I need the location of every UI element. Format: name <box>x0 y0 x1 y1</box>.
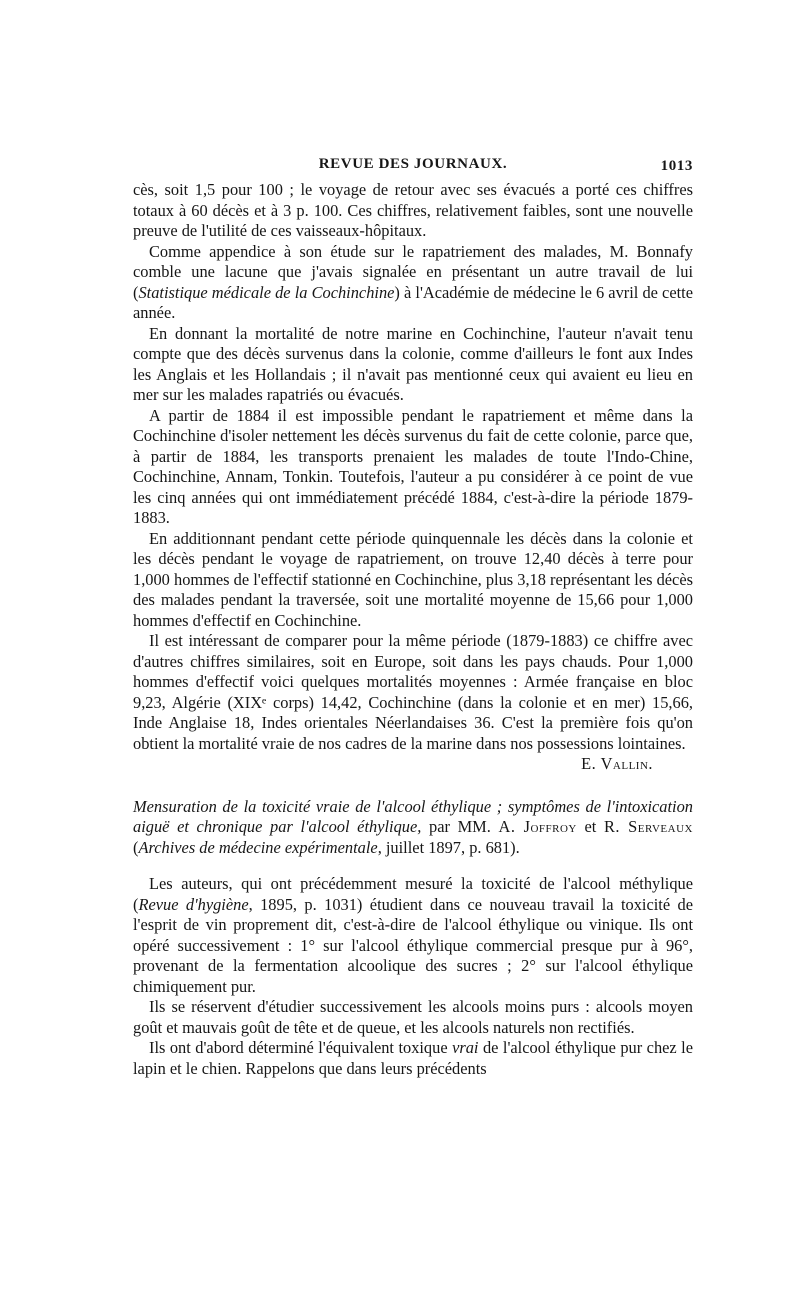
signature-line <box>133 754 693 775</box>
article-heading <box>133 797 693 859</box>
text-run: par MM. <box>421 817 499 836</box>
text-run: Les auteurs, qui ont précédemment mesuré la toxicité de l'alcool méthylique ( <box>133 874 693 914</box>
running-head <box>133 152 693 180</box>
article-title: Mensuration de la toxicité vraie de l'alcool éthylique ; symptômes de l'intoxication aiguë et chronique par l'alcool éthylique, <box>133 796 693 836</box>
text-run: , 1895, p. 1031) étudient dans ce nouveau travail la toxicité de l'esprit de vin proprement dit, c'est-à-dire de l'alcool éthylique ou vinique. Ils ont opéré successivement : 1° sur l'alcool éthylique commercial presque pur à 96°, provenant de la fermentation alcoolique des sucres ; 2° sur l'alcool éthylique chimiquement pur. <box>133 894 693 996</box>
cited-work-title: Statistique médicale de la Cochinchine <box>138 282 395 302</box>
journal-page <box>133 152 693 1079</box>
paragraph <box>133 874 693 997</box>
author-name: A. Joffroy <box>498 817 577 836</box>
paragraph <box>133 1038 693 1079</box>
text-run: ( <box>133 837 139 857</box>
author-name: R. Serveaux <box>604 817 693 836</box>
paragraph: A partir de 1884 il est impossible pendant le rapatriement et même dans la Cochinchine d'isoler nettement les décès survenus du fait de cette colonie, parce que, à partir de 1884, les transports prenaient les malades de toute l'Indo-Chine, Cochinchine, Annam, Tonkin. Toutefois, l'auteur a pu considérer à ce point de vue les cinq années qui ont immédiatement précédé 1884, c'est-à-dire la période 1879-1883. <box>133 405 693 527</box>
signature: E. Vallin. <box>581 754 653 773</box>
text-run: de l'alcool éthylique pur chez le lapin et le chien. Rappelons que dans leurs précédents <box>133 1038 693 1078</box>
text-run: Ils ont d'abord déterminé l'équivalent toxique <box>149 1038 453 1057</box>
paragraph: En donnant la mortalité de notre marine en Cochinchine, l'auteur n'avait tenu compte que des décès survenus dans la colonie, comme d'ailleurs le font aux Indes les Anglais et les Hollandais ; il n'avait pas mentionné ceux qui avaient eu lieu en mer sur les malades rapatriés ou évacués. <box>133 323 693 404</box>
text-run: ) à l'Académie de médecine le 6 avril de cette année. <box>133 282 693 322</box>
paragraph: Il est intéressant de comparer pour la même période (1879-1883) ce chiffre avec d'autres chiffres similaires, soit en Europe, soit dans les pays chauds. Pour 1,000 hommes d'effectif voici quelques mortalités moyennes : Armée française en bloc 9,23, Algérie (XIXᵉ corps) 14,42, Cochinchine (dans la colonie et en mer) 15,66, Inde Anglaise 18, Indes orientales Néerlandaises 36. C'est la première fois qu'on obtient la mortalité vraie de nos cadres de la marine dans nos possessions lointaines. <box>133 631 693 753</box>
text-run: Comme appendice à son étude sur le rapatriement des malades, M. Bonnafy comble une lacune que j'avais signalée en présentant un autre travail de lui ( <box>133 241 693 302</box>
paragraph: cès, soit 1,5 pour 100 ; le voyage de retour avec ses évacués a porté ces chiffres totaux à 60 décès et à 3 p. 100. Ces chiffres, relativement faibles, sont une nouvelle preuve de l'utilité de ces vaisseaux-hôpitaux. <box>133 180 693 240</box>
emphasis: vrai <box>452 1038 479 1057</box>
article-bonnafy <box>133 180 693 775</box>
running-title: REVUE DES JOURNAUX. <box>318 156 508 172</box>
paragraph: Ils se réservent d'étudier successivement les alcools moins purs : alcools moyen goût et mauvais goût de tête et de queue, et les alcools naturels non rectifiés. <box>133 997 693 1037</box>
article-joffroy <box>133 797 693 1080</box>
source-journal: Archives de médecine expérimentale <box>138 837 378 857</box>
text-run: et <box>576 817 604 836</box>
paragraph <box>133 242 693 324</box>
cited-journal: Revue d'hygiène <box>138 894 249 914</box>
spacer <box>133 858 693 874</box>
paragraph: En additionnant pendant cette période quinquennale les décès dans la colonie et les décès pendant le voyage de rapatriement, on trouve 12,40 décès à terre pour 1,000 hommes de l'effectif stationné en Cochinchine, plus 3,18 représentant les décès des malades pendant la traversée, soit une mortalité moyenne de 15,66 pour 1,000 hommes d'effectif en Cochinchine. <box>133 528 693 630</box>
text-run: , juillet 1897, p. 681). <box>377 837 520 857</box>
page-number: 1013 <box>660 158 693 174</box>
